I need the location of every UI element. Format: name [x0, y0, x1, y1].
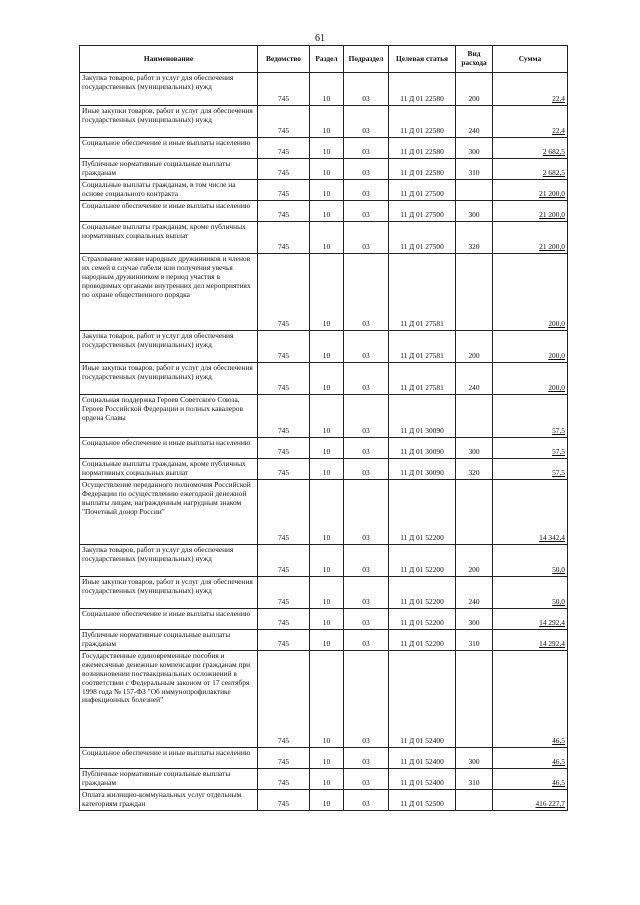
cell-type: 240	[456, 363, 493, 395]
cell-sum: 200,0	[493, 331, 568, 363]
cell-type: 300	[456, 748, 493, 769]
table-row	[80, 459, 568, 480]
cell-subsection: 03	[344, 459, 389, 480]
cell-name: Страхование жизни народных дружинников и членов их семей в случае гибели или получения увечья народным дружинником в период участия в проводимых органами внутренних дел мероприятиях по охране общественного порядка	[80, 254, 258, 331]
cell-type	[456, 651, 493, 748]
cell-subsection: 03	[344, 480, 389, 545]
cell-section: 10	[310, 73, 344, 106]
cell-section: 10	[310, 651, 344, 748]
cell-name: Государственные единовременные пособия и ежемесячные денежные компенсации гражданам при возникновении поствакцинальных осложнений в соответствии с Федеральным законом от 17 сентября 1998 года № 157-ФЗ "Об иммунопрофилактике инфекционных болезней"	[80, 651, 258, 748]
cell-subsection: 03	[344, 769, 389, 790]
cell-subsection: 03	[344, 180, 389, 201]
cell-subsection: 03	[344, 438, 389, 459]
cell-target: 11 Д 01 52400	[389, 651, 456, 748]
cell-type: 320	[456, 459, 493, 480]
cell-sum: 57,5	[493, 459, 568, 480]
cell-subsection: 03	[344, 748, 389, 769]
table-row	[80, 222, 568, 254]
cell-type: 310	[456, 159, 493, 180]
cell-sum: 2 682,5	[493, 159, 568, 180]
page-number: 61	[315, 33, 325, 44]
cell-dept: 745	[258, 545, 310, 577]
cell-dept: 745	[258, 438, 310, 459]
cell-target: 11 Д 01 27500	[389, 201, 456, 222]
cell-name: Иные закупки товаров, работ и услуг для обеспечения государственных (муниципальных) нужд	[80, 363, 258, 395]
table-row	[80, 480, 568, 545]
table-row	[80, 159, 568, 180]
cell-subsection: 03	[344, 73, 389, 106]
cell-name: Публичные нормативные социальные выплаты гражданам	[80, 769, 258, 790]
cell-type: 300	[456, 438, 493, 459]
cell-type: 200	[456, 331, 493, 363]
cell-section: 10	[310, 254, 344, 331]
cell-type	[456, 480, 493, 545]
header-sum: Сумма	[493, 46, 568, 73]
cell-type	[456, 395, 493, 438]
cell-sum: 14 292,4	[493, 609, 568, 630]
cell-target: 11 Д 01 22580	[389, 138, 456, 159]
cell-subsection: 03	[344, 630, 389, 651]
cell-subsection: 03	[344, 159, 389, 180]
budget-table	[79, 45, 568, 811]
cell-name: Социальные выплаты гражданам, в том числе на основе социального контракта	[80, 180, 258, 201]
cell-section: 10	[310, 630, 344, 651]
table-row	[80, 630, 568, 651]
cell-subsection: 03	[344, 609, 389, 630]
cell-sum: 22,4	[493, 73, 568, 106]
cell-section: 10	[310, 180, 344, 201]
table-row	[80, 748, 568, 769]
cell-name: Публичные нормативные социальные выплаты гражданам	[80, 159, 258, 180]
cell-target: 11 Д 01 27581	[389, 254, 456, 331]
cell-dept: 745	[258, 363, 310, 395]
cell-section: 10	[310, 363, 344, 395]
cell-sum: 50,0	[493, 577, 568, 609]
cell-name: Социальное обеспечение и иные выплаты населению	[80, 748, 258, 769]
table-row	[80, 769, 568, 790]
cell-name: Социальное обеспечение и иные выплаты населению	[80, 138, 258, 159]
cell-sum: 46,5	[493, 651, 568, 748]
cell-sum: 14 342,4	[493, 480, 568, 545]
cell-dept: 745	[258, 254, 310, 331]
cell-section: 10	[310, 459, 344, 480]
cell-section: 10	[310, 609, 344, 630]
cell-target: 11 Д 01 52200	[389, 630, 456, 651]
cell-type	[456, 790, 493, 811]
cell-name: Социальные выплаты гражданам, кроме публичных нормативных социальных выплат	[80, 222, 258, 254]
cell-subsection: 03	[344, 363, 389, 395]
cell-sum: 46,5	[493, 769, 568, 790]
cell-target: 11 Д 01 22580	[389, 73, 456, 106]
cell-section: 10	[310, 577, 344, 609]
cell-target: 11 Д 01 27581	[389, 363, 456, 395]
cell-dept: 745	[258, 748, 310, 769]
cell-target: 11 Д 01 52200	[389, 545, 456, 577]
header-target: Целевая статья	[389, 46, 456, 73]
cell-dept: 745	[258, 395, 310, 438]
cell-subsection: 03	[344, 201, 389, 222]
cell-section: 10	[310, 138, 344, 159]
cell-type: 320	[456, 222, 493, 254]
cell-dept: 745	[258, 630, 310, 651]
cell-name: Закупка товаров, работ и услуг для обеспечения государственных (муниципальных) нужд	[80, 331, 258, 363]
cell-type: 300	[456, 201, 493, 222]
table-row	[80, 106, 568, 138]
cell-name: Социальное обеспечение и иные выплаты населению	[80, 201, 258, 222]
cell-sum: 21 200,0	[493, 201, 568, 222]
cell-sum: 50,0	[493, 545, 568, 577]
header-section: Раздел	[310, 46, 344, 73]
cell-sum: 57,5	[493, 438, 568, 459]
table-row	[80, 363, 568, 395]
cell-target: 11 Д 01 52200	[389, 577, 456, 609]
table-header-row	[80, 46, 568, 73]
header-type: Вид расхода	[456, 46, 493, 73]
cell-target: 11 Д 01 52200	[389, 609, 456, 630]
cell-type	[456, 254, 493, 331]
header-dept: Ведомство	[258, 46, 310, 73]
cell-sum: 14 292,4	[493, 630, 568, 651]
cell-name: Иные закупки товаров, работ и услуг для обеспечения государственных (муниципальных) нужд	[80, 577, 258, 609]
cell-dept: 745	[258, 138, 310, 159]
cell-dept: 745	[258, 459, 310, 480]
cell-dept: 745	[258, 609, 310, 630]
cell-dept: 745	[258, 331, 310, 363]
cell-section: 10	[310, 222, 344, 254]
cell-subsection: 03	[344, 651, 389, 748]
table-body	[80, 73, 568, 811]
cell-dept: 745	[258, 180, 310, 201]
cell-subsection: 03	[344, 222, 389, 254]
cell-subsection: 03	[344, 790, 389, 811]
cell-target: 11 Д 01 30090	[389, 459, 456, 480]
cell-section: 10	[310, 201, 344, 222]
cell-subsection: 03	[344, 106, 389, 138]
table-row	[80, 609, 568, 630]
table-row	[80, 201, 568, 222]
cell-name: Оплата жилищно-коммунальных услуг отдельным категориям граждан	[80, 790, 258, 811]
cell-type: 300	[456, 609, 493, 630]
cell-target: 11 Д 01 22580	[389, 159, 456, 180]
cell-target: 11 Д 01 27500	[389, 222, 456, 254]
cell-name: Социальное обеспечение и иные выплаты населению	[80, 438, 258, 459]
table-row	[80, 254, 568, 331]
cell-type	[456, 180, 493, 201]
table-row	[80, 790, 568, 811]
table-row	[80, 651, 568, 748]
cell-type: 300	[456, 138, 493, 159]
cell-name: Иные закупки товаров, работ и услуг для обеспечения государственных (муниципальных) нужд	[80, 106, 258, 138]
cell-section: 10	[310, 159, 344, 180]
cell-target: 11 Д 01 27581	[389, 331, 456, 363]
cell-dept: 745	[258, 577, 310, 609]
header-name: Наименование	[80, 46, 258, 73]
cell-subsection: 03	[344, 395, 389, 438]
header-subsection: Подраздел	[344, 46, 389, 73]
table-row	[80, 331, 568, 363]
table-row	[80, 138, 568, 159]
cell-target: 11 Д 01 30090	[389, 438, 456, 459]
cell-type: 240	[456, 106, 493, 138]
cell-section: 10	[310, 395, 344, 438]
cell-dept: 745	[258, 651, 310, 748]
cell-name: Закупка товаров, работ и услуг для обеспечения государственных (муниципальных) нужд	[80, 73, 258, 106]
cell-subsection: 03	[344, 254, 389, 331]
cell-target: 11 Д 01 52400	[389, 748, 456, 769]
cell-section: 10	[310, 106, 344, 138]
cell-subsection: 03	[344, 331, 389, 363]
cell-sum: 57,5	[493, 395, 568, 438]
cell-name: Публичные нормативные социальные выплаты гражданам	[80, 630, 258, 651]
cell-target: 11 Д 01 30090	[389, 395, 456, 438]
table-row	[80, 438, 568, 459]
cell-type: 310	[456, 630, 493, 651]
cell-sum: 2 682,5	[493, 138, 568, 159]
cell-target: 11 Д 01 27500	[389, 180, 456, 201]
cell-section: 10	[310, 480, 344, 545]
cell-dept: 745	[258, 222, 310, 254]
cell-type: 200	[456, 73, 493, 106]
cell-section: 10	[310, 545, 344, 577]
cell-subsection: 03	[344, 138, 389, 159]
table-row	[80, 545, 568, 577]
cell-sum: 21 200,0	[493, 222, 568, 254]
cell-dept: 745	[258, 159, 310, 180]
cell-name: Закупка товаров, работ и услуг для обеспечения государственных (муниципальных) нужд	[80, 545, 258, 577]
cell-dept: 745	[258, 73, 310, 106]
cell-dept: 745	[258, 106, 310, 138]
cell-target: 11 Д 01 22580	[389, 106, 456, 138]
cell-sum: 22,4	[493, 106, 568, 138]
cell-section: 10	[310, 769, 344, 790]
cell-section: 10	[310, 438, 344, 459]
cell-dept: 745	[258, 480, 310, 545]
cell-section: 10	[310, 331, 344, 363]
table-row	[80, 395, 568, 438]
cell-name: Социальные выплаты гражданам, кроме публичных нормативных социальных выплат	[80, 459, 258, 480]
cell-target: 11 Д 01 52200	[389, 480, 456, 545]
table-row	[80, 73, 568, 106]
cell-dept: 745	[258, 790, 310, 811]
cell-name: Социальная поддержка Героев Советского Союза, Героев Российской Федерации и полных кавалеров ордена Славы	[80, 395, 258, 438]
cell-subsection: 03	[344, 577, 389, 609]
cell-type: 200	[456, 545, 493, 577]
cell-sum: 416 227,7	[493, 790, 568, 811]
cell-name: Социальное обеспечение и иные выплаты населению	[80, 609, 258, 630]
cell-name: Осуществление переданного полномочия Российской Федерации по осуществлению ежегодной денежной выплаты лицам, награжденным нагрудным знаком "Почетный донор России"	[80, 480, 258, 545]
cell-target: 11 Д 01 52400	[389, 769, 456, 790]
cell-sum: 200,0	[493, 363, 568, 395]
cell-target: 11 Д 01 52500	[389, 790, 456, 811]
cell-sum: 46,5	[493, 748, 568, 769]
cell-sum: 21 200,0	[493, 180, 568, 201]
cell-section: 10	[310, 748, 344, 769]
cell-type: 240	[456, 577, 493, 609]
cell-subsection: 03	[344, 545, 389, 577]
cell-section: 10	[310, 790, 344, 811]
table-row	[80, 180, 568, 201]
cell-dept: 745	[258, 769, 310, 790]
table-row	[80, 577, 568, 609]
cell-dept: 745	[258, 201, 310, 222]
cell-sum: 200,0	[493, 254, 568, 331]
cell-type: 310	[456, 769, 493, 790]
